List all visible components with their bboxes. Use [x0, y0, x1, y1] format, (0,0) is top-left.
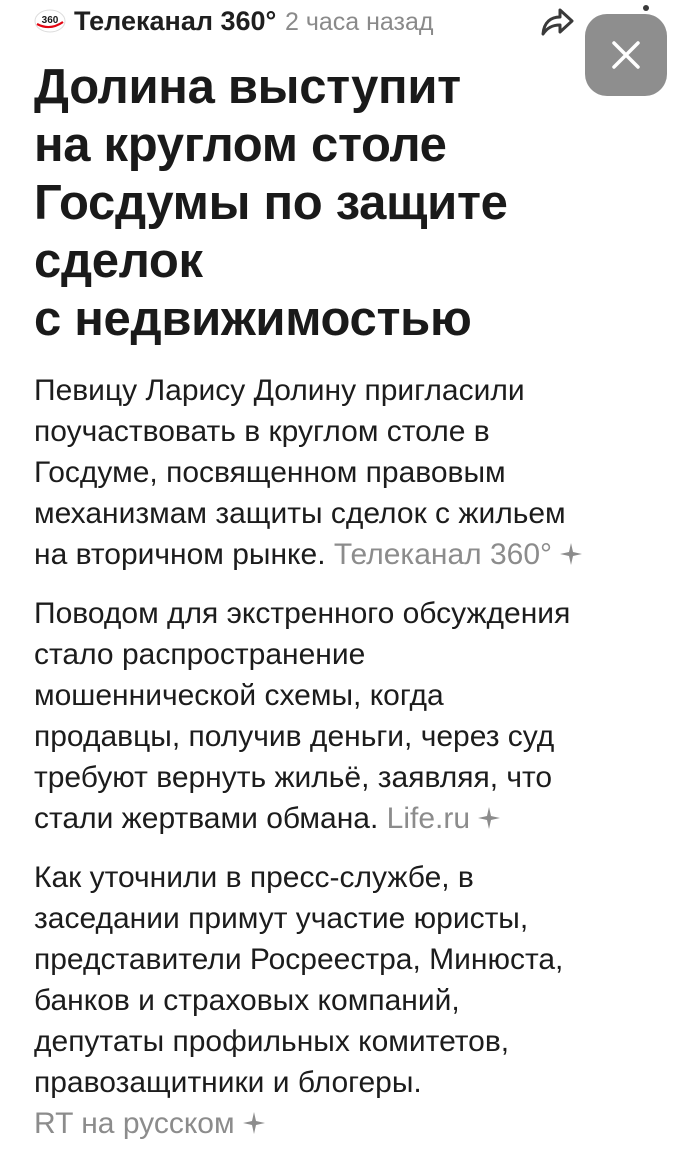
paragraph-line: механизмам защиты сделок с жильем — [34, 497, 566, 530]
headline-line: Долина выступит — [34, 60, 461, 114]
headline-line: с недвижимостью — [34, 292, 472, 346]
sparkle-icon — [241, 1110, 267, 1136]
headline-line: на круглом столе — [34, 118, 447, 172]
source-link[interactable] — [34, 1107, 267, 1140]
share-button[interactable] — [534, 0, 578, 44]
share-arrow-icon — [534, 0, 578, 44]
paragraph-line: поучаствовать в круглом столе в — [34, 415, 490, 448]
paragraph-line: мошеннической схемы, когда — [34, 679, 444, 712]
source-name[interactable]: Телеканал 360° — [74, 6, 277, 36]
summary-paragraph — [34, 593, 674, 839]
source-link[interactable] — [387, 802, 502, 835]
paragraph-line: Поводом для экстренного обсуждения — [34, 597, 571, 630]
paragraph-line: Певицу Ларису Долину пригласили — [34, 374, 525, 407]
paragraph-line: стало распространение — [34, 638, 366, 671]
paragraph-line: банков и страховых компаний, — [34, 984, 460, 1017]
source-link[interactable] — [334, 538, 584, 571]
source-logo-text: 360 — [41, 15, 59, 26]
paragraph-line: Как уточнили в пресс-службе, в — [34, 861, 474, 894]
paragraph-line: заседании примут участие юристы, — [34, 902, 529, 935]
paragraph-text: на вторичном рынке. — [34, 538, 326, 571]
headline-line: сделок — [34, 234, 203, 288]
close-icon — [606, 35, 646, 75]
summary-paragraph — [34, 370, 674, 575]
source-link-label: Телеканал 360° — [333, 538, 553, 571]
close-button[interactable] — [585, 14, 667, 96]
source-logo-icon — [34, 9, 66, 33]
paragraph-line: депутаты профильных комитетов, — [34, 1025, 510, 1058]
paragraph-line — [34, 534, 674, 575]
paragraph-line: Госдуме, посвященном правовым — [34, 456, 506, 489]
sparkle-icon — [476, 805, 502, 831]
source-link-label: RT на русском — [34, 1107, 235, 1140]
article-headline — [34, 58, 594, 348]
source-link-label: Life.ru — [386, 802, 471, 835]
paragraph-line — [34, 798, 674, 839]
paragraph-text: стали жертвами обмана. — [34, 802, 379, 835]
headline-line: Госдумы по защите — [34, 176, 508, 230]
paragraph-line: продавцы, получив деньги, через суд — [34, 720, 555, 753]
paragraph-line: представители Росреестра, Минюста, — [34, 943, 564, 976]
paragraph-line: правозащитники и блогеры. — [34, 1066, 422, 1099]
sparkle-icon — [558, 541, 584, 567]
summary-paragraph — [34, 857, 674, 1144]
paragraph-line — [34, 1103, 674, 1144]
paragraph-line: требуют вернуть жильё, заявляя, что — [34, 761, 553, 794]
publish-time: 2 часа назад — [285, 8, 434, 36]
